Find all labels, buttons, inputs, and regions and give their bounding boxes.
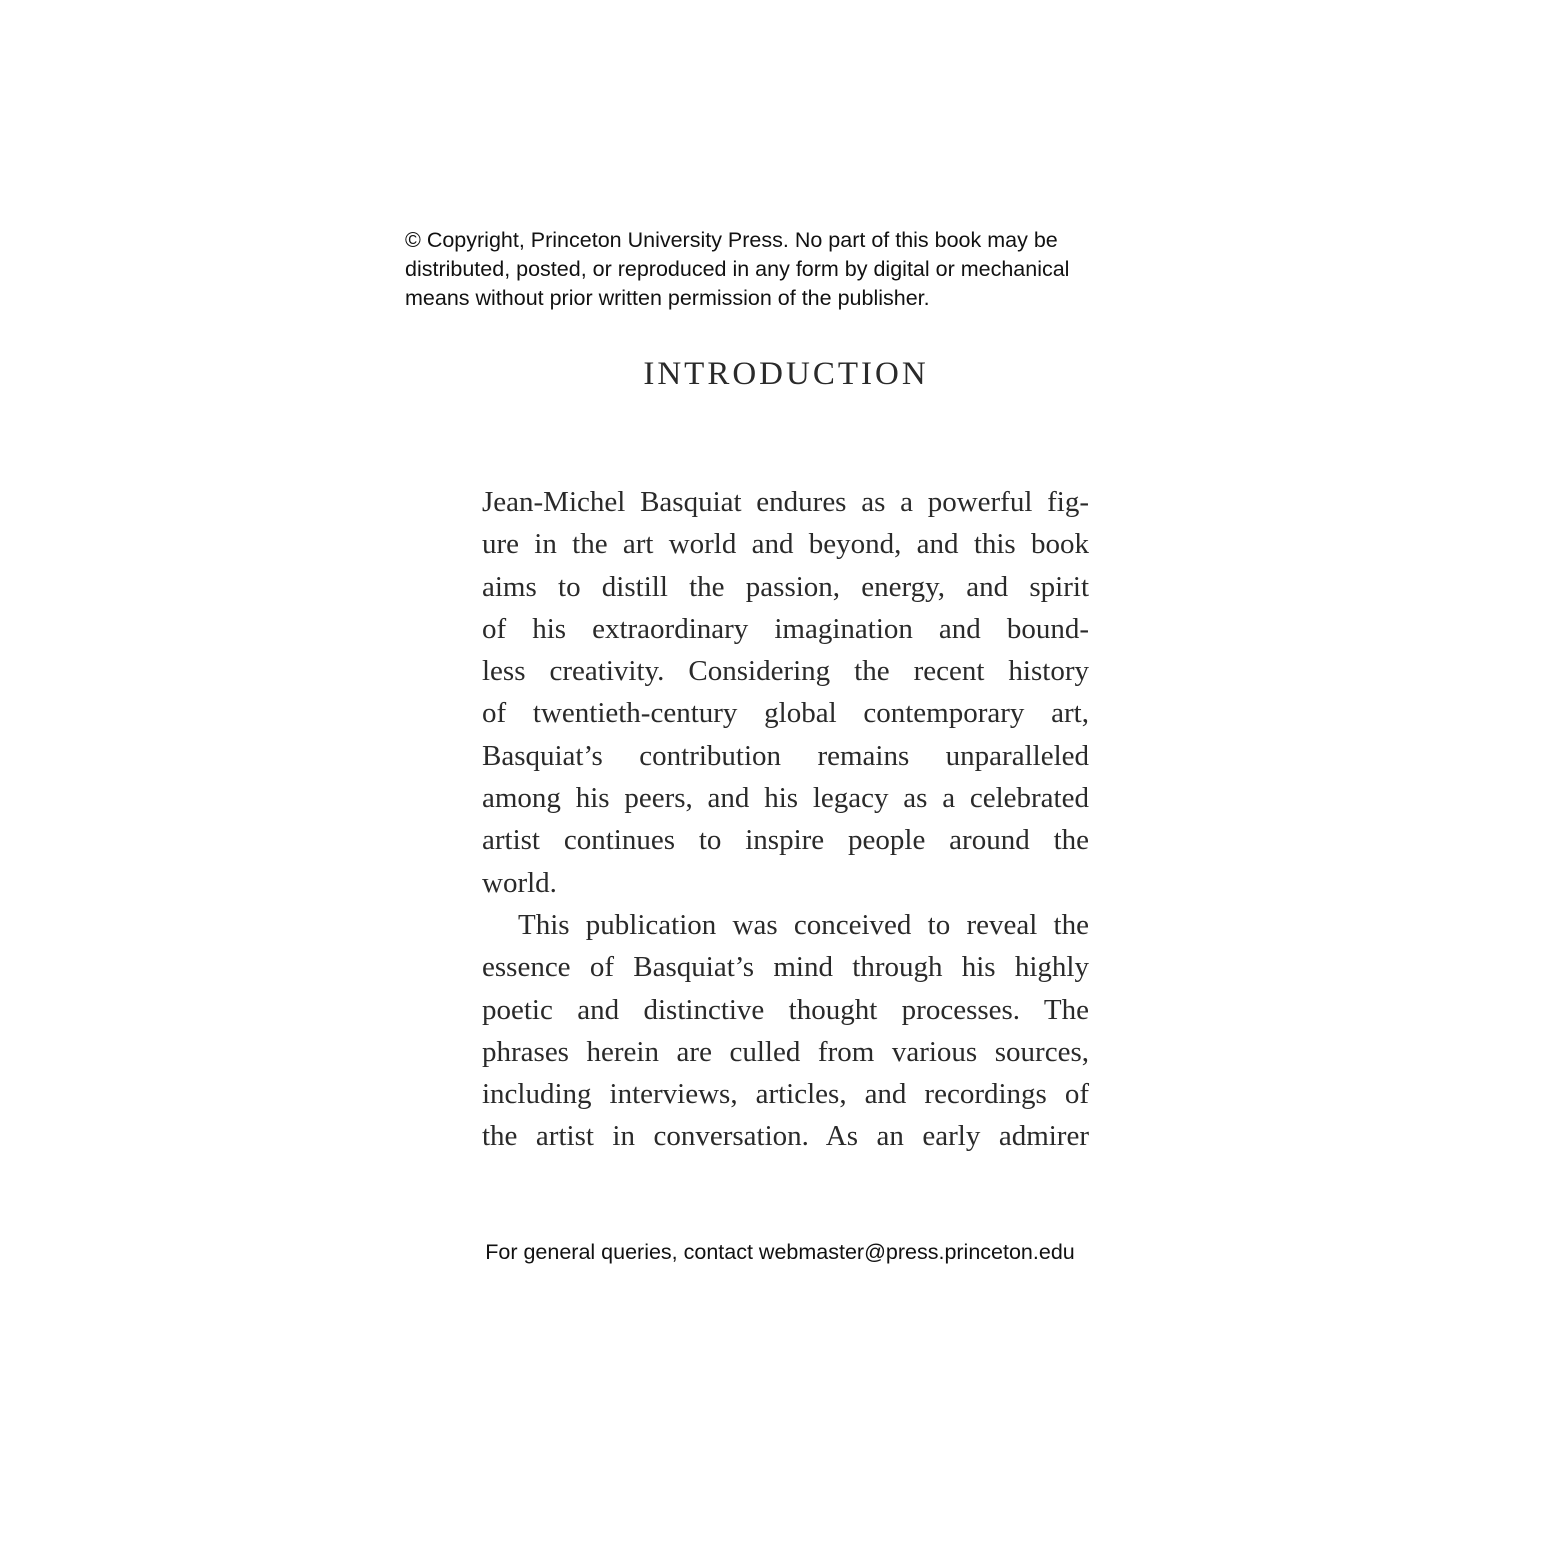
copyright-line: distributed, posted, or reproduced in any form by digital or mechanical	[405, 257, 1070, 281]
text-line: of twentieth-century global contemporary art,	[482, 697, 1089, 730]
text-line: the artist in conversation. As an early admirer	[482, 1120, 1089, 1153]
text-line: among his peers, and his legacy as a celebrated	[482, 782, 1089, 815]
text-line: less creativity. Considering the recent history	[482, 655, 1089, 688]
text-line: poetic and distinctive thought processes. The	[482, 993, 1089, 1026]
paragraph-2	[482, 904, 1089, 1158]
text-line: of his extraordinary imagination and bound-	[482, 612, 1089, 645]
text-line: artist continues to inspire people around the	[482, 824, 1089, 857]
text-line: ure in the art world and beyond, and this book	[482, 528, 1089, 561]
text-line: aims to distill the passion, energy, and spirit	[482, 570, 1089, 603]
text-line: This publication was conceived to reveal the	[518, 908, 1089, 941]
text-line: Jean-Michel Basquiat endures as a powerful fig-	[482, 486, 1089, 518]
copyright-line: means without prior written permission of the publisher.	[405, 286, 930, 310]
footer-contact	[0, 1240, 1560, 1265]
chapter-title: INTRODUCTION	[643, 356, 929, 392]
text-line: including interviews, articles, and recordings of	[482, 1078, 1089, 1111]
text-line: Basquiat’s contribution remains unparalleled	[482, 739, 1089, 772]
text-line: world.	[482, 866, 557, 899]
copyright-notice	[405, 226, 1165, 313]
text-line: phrases herein are culled from various sources,	[482, 1035, 1089, 1068]
paragraph-1	[482, 481, 1089, 904]
copyright-line: © Copyright, Princeton University Press. No part of this book may be	[405, 228, 1058, 252]
footer-text: For general queries, contact webmaster@press.princeton.edu	[485, 1240, 1075, 1264]
text-line: essence of Basquiat’s mind through his highly	[482, 951, 1089, 984]
body-text	[482, 481, 1089, 1158]
